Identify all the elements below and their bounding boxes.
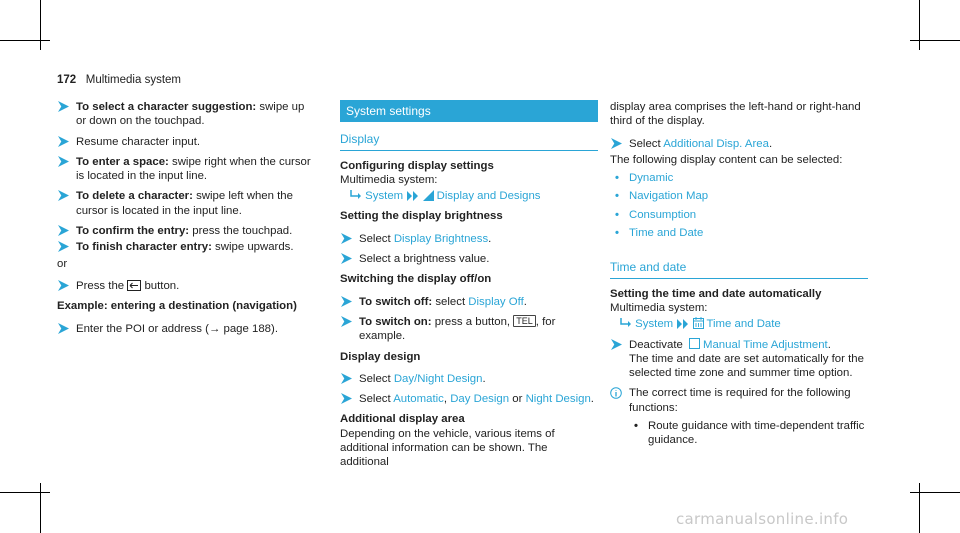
day-design-link[interactable]: Day Design: [450, 393, 510, 406]
item-text: .: [523, 295, 527, 308]
auto-heading: Setting the time and date automatically: [610, 287, 822, 300]
item-text: .: [482, 372, 486, 385]
list-item: [57, 189, 317, 218]
additional-block: [340, 412, 598, 469]
item-text: , for example.: [359, 315, 556, 343]
list-item: [57, 135, 317, 149]
or-text: or: [57, 257, 68, 270]
action-arrow-icon: [58, 323, 69, 334]
path-time-date-link[interactable]: Time and Date: [706, 318, 781, 331]
item-text: Select: [359, 372, 394, 385]
list-item: [57, 240, 317, 254]
crop-mark-bl-h: [0, 492, 50, 493]
item-text: select: [432, 295, 469, 308]
item-text: Select: [359, 232, 394, 245]
action-arrow-icon: [341, 373, 352, 384]
switch-heading: Switching the display off/on: [340, 273, 492, 286]
bullet-icon: •: [615, 208, 619, 221]
page-number: 172: [57, 74, 77, 86]
example-heading: Example: entering a destination (navigation): [57, 300, 297, 313]
action-arrow-icon: [58, 190, 69, 201]
option-navigation-map-link[interactable]: Navigation Map: [629, 190, 709, 203]
manual-time-adjustment-link[interactable]: Manual Time Adjustment: [702, 338, 828, 351]
crop-mark-tl-h: [0, 40, 50, 41]
list-item: [610, 137, 868, 151]
action-arrow-icon: [341, 233, 352, 244]
action-arrow-icon: [611, 138, 622, 149]
calendar-icon: [693, 317, 704, 329]
double-chevron-icon: [676, 319, 689, 329]
crop-mark-tl-v: [40, 0, 41, 50]
note-block: [610, 386, 868, 447]
path-start-arrow-icon: [350, 190, 362, 201]
action-arrow-icon: [58, 280, 69, 291]
watermark: carmanualsonline.info: [676, 510, 849, 528]
item-text: swipe left when the cursor is located in the input line.: [76, 190, 293, 217]
list-item: [610, 226, 868, 240]
continued-text: display area comprises the left-hand or right-hand third of the display.: [610, 101, 861, 128]
menu-path: [340, 189, 598, 203]
item-label: To select a character suggestion:: [76, 101, 257, 113]
list-item: [610, 189, 868, 203]
list-item: [340, 252, 598, 266]
crop-mark-bl-v: [40, 483, 41, 533]
option-consumption-link[interactable]: Consumption: [629, 208, 697, 221]
display-brightness-link[interactable]: Display Brightness: [393, 232, 489, 245]
item-text: swipe right when the cursor is located in the input line.: [76, 155, 311, 183]
list-item: [57, 279, 317, 293]
list-item: [340, 232, 598, 246]
list-item: [340, 392, 598, 406]
option-time-date-link[interactable]: Time and Date: [629, 227, 704, 240]
cfg-block: [340, 159, 598, 188]
auto-block: [610, 287, 868, 316]
note-bullet-text: Route guidance with time-dependent traffic guidance.: [648, 420, 865, 447]
list-item: [340, 295, 598, 309]
item-text: press the touchpad.: [189, 225, 293, 238]
list-item: [340, 315, 598, 344]
item-text: .: [827, 338, 831, 351]
menu-path: [610, 317, 868, 331]
following-text: The following display content can be selected:: [610, 153, 843, 166]
auto-path-label: Multimedia system:: [610, 301, 708, 314]
list-item: [57, 100, 317, 129]
item-text: press a button,: [431, 315, 514, 328]
item-text: .: [768, 137, 773, 150]
crop-mark-tr-h: [910, 40, 960, 41]
column-right: [610, 100, 868, 448]
info-icon: [610, 387, 622, 399]
action-arrow-icon: [58, 136, 69, 147]
column-left: [57, 100, 317, 342]
action-arrow-icon: [58, 241, 69, 252]
list-item: [57, 155, 317, 184]
item-label: To finish character entry:: [76, 241, 212, 254]
cfg-path-label: Multimedia system:: [340, 173, 438, 186]
list-item: [610, 171, 868, 185]
option-dynamic-link[interactable]: Dynamic: [629, 172, 674, 185]
subsection-title: Display: [340, 132, 598, 150]
item-text: Resume character input.: [76, 135, 201, 148]
item-text: Select: [629, 137, 664, 150]
crop-mark-br-h: [910, 492, 960, 493]
action-arrow-icon: [341, 253, 352, 264]
item-text: Enter the POI or address (: [76, 322, 209, 335]
crop-mark-br-v: [919, 483, 920, 533]
section-title: System settings: [340, 100, 598, 122]
day-night-design-link[interactable]: Day/Night Design: [393, 372, 483, 385]
cfg-heading: Configuring display settings: [340, 159, 494, 172]
item-text: or: [509, 393, 526, 406]
column-middle: [340, 100, 598, 475]
additional-heading: Additional display area: [340, 413, 465, 426]
double-chevron-icon: [406, 191, 419, 201]
page-header: [57, 74, 181, 86]
note-text: The correct time is required for the following functions:: [629, 387, 851, 414]
crop-mark-tr-v: [919, 0, 920, 50]
page-title: Multimedia system: [85, 74, 181, 86]
item-label: To delete a character:: [76, 190, 193, 203]
action-arrow-icon: [341, 296, 352, 307]
action-arrow-icon: [58, 101, 69, 112]
back-button-icon: [127, 280, 141, 291]
list-item: [340, 372, 598, 386]
item-text: Select a brightness value.: [359, 253, 490, 266]
item-label: To switch off:: [359, 295, 433, 308]
night-design-link[interactable]: Night Design: [525, 393, 591, 406]
additional-text: Depending on the vehicle, various items of additional information can be shown. The additional: [340, 427, 555, 469]
item-label: To switch on:: [359, 315, 432, 328]
item-text: swipe up or down on the touchpad.: [76, 101, 305, 128]
display-off-link[interactable]: Display Off: [468, 295, 524, 308]
bullet-icon: •: [634, 420, 638, 433]
checkbox-icon: [689, 338, 700, 349]
bullet-icon: •: [615, 227, 619, 240]
item-text: Deactivate: [629, 338, 686, 351]
brightness-heading: Setting the display brightness: [340, 210, 503, 223]
path-system-link[interactable]: System: [635, 318, 674, 331]
path-start-arrow-icon: [620, 318, 632, 329]
page-reference-link[interactable]: → page 188: [208, 322, 272, 335]
list-item: [629, 419, 868, 448]
design-heading: Display design: [340, 350, 421, 363]
action-arrow-icon: [341, 316, 352, 327]
path-system-link[interactable]: System: [365, 190, 404, 203]
automatic-link[interactable]: Automatic: [393, 393, 444, 406]
action-arrow-icon: [341, 393, 352, 404]
item-text: ,: [443, 393, 451, 406]
additional-disp-area-link[interactable]: Additional Disp. Area: [663, 137, 769, 150]
item-label: To enter a space:: [76, 155, 169, 168]
item-text: button.: [141, 279, 180, 292]
item-text: .: [488, 232, 492, 245]
list-item: [610, 338, 868, 381]
action-arrow-icon: [58, 225, 69, 236]
subsection-title: Time and date: [610, 260, 868, 278]
bullet-icon: •: [615, 190, 619, 203]
path-display-link[interactable]: Display and Designs: [436, 190, 541, 203]
item-text: The time and date are set automatically for the selected time zone and summer time option.: [629, 352, 864, 380]
item-text: Press the: [76, 279, 128, 292]
item-label: To confirm the entry:: [76, 225, 190, 238]
list-item: [57, 224, 317, 238]
action-arrow-icon: [611, 339, 622, 350]
list-item: [610, 208, 868, 222]
item-text: ).: [271, 322, 278, 335]
item-text: Select: [359, 393, 394, 406]
item-text: .: [590, 393, 594, 406]
list-item: [57, 322, 317, 336]
tel-key-icon: TEL: [513, 315, 536, 327]
display-brightness-icon: [423, 190, 434, 201]
item-text: swipe upwards.: [211, 241, 294, 254]
action-arrow-icon: [58, 156, 69, 167]
bullet-icon: •: [615, 172, 619, 185]
